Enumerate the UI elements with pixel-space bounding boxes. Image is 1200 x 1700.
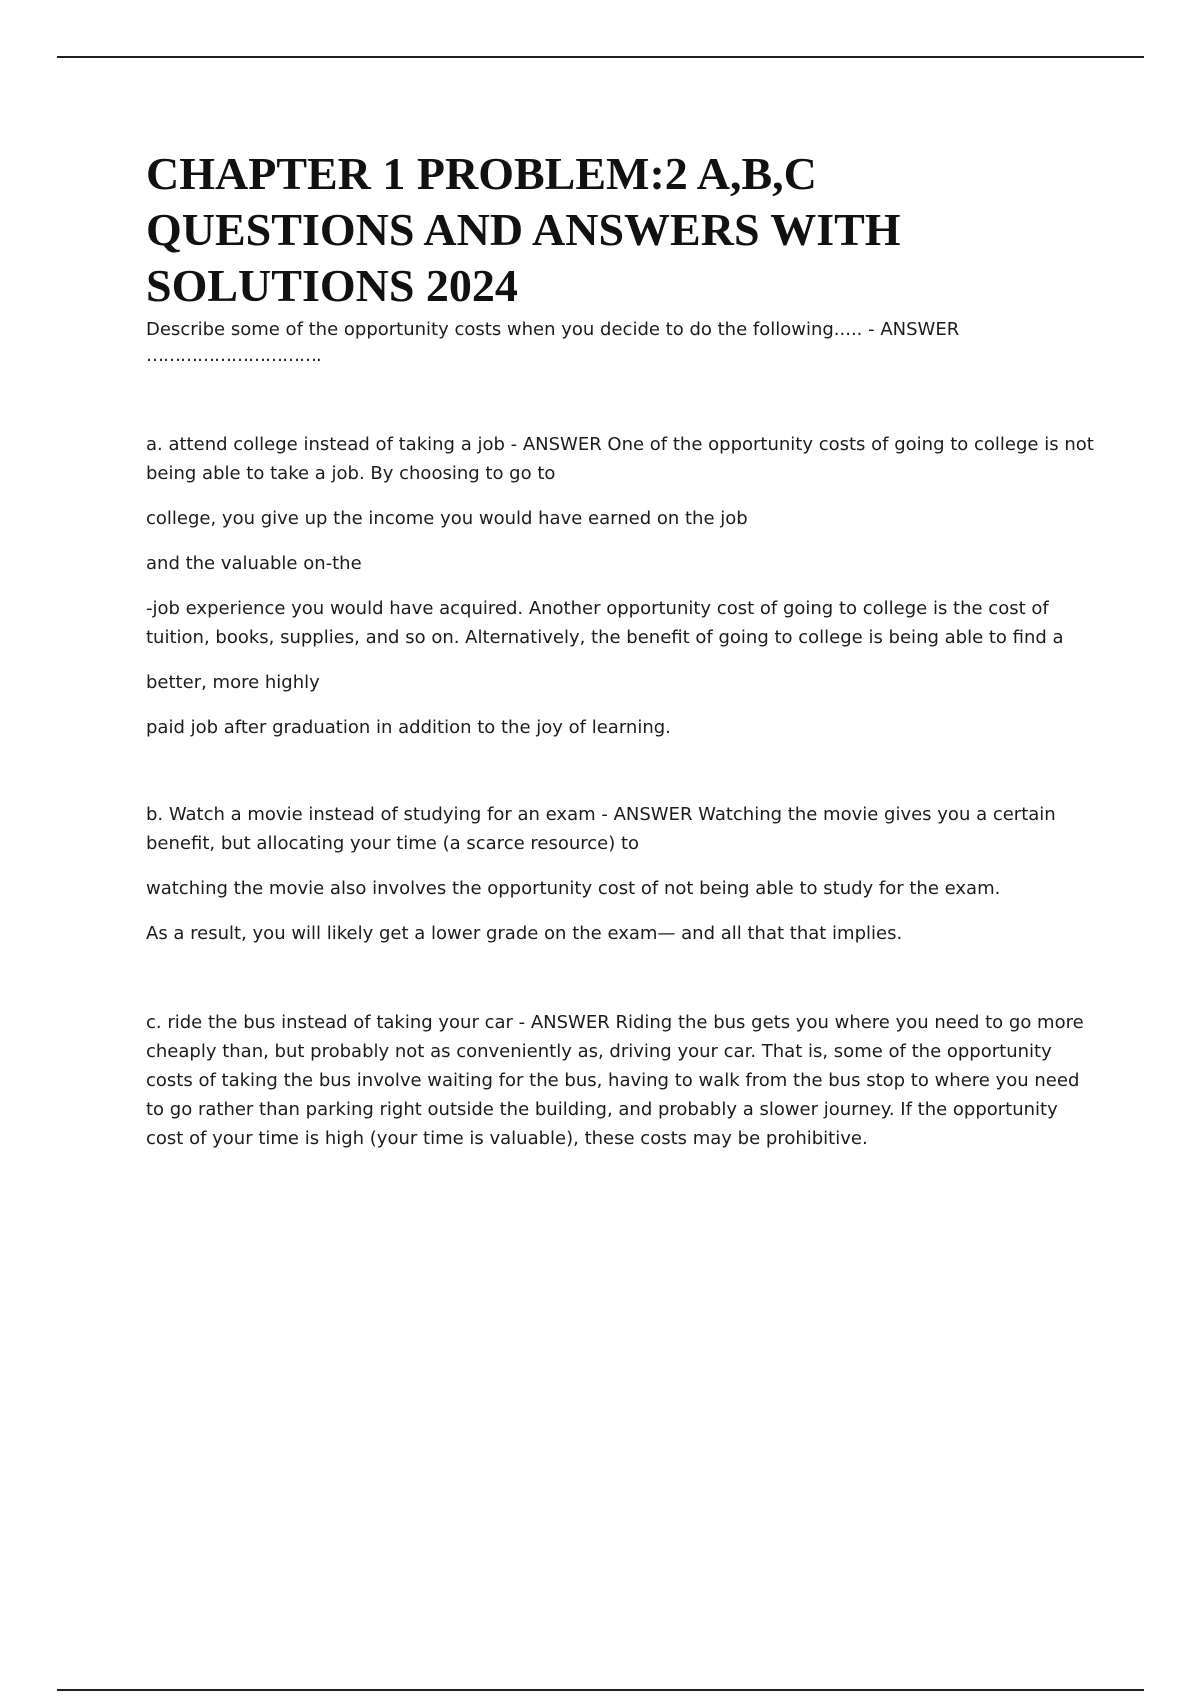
section-a-paragraph-4: -job experience you would have acquired. Another opportunity cost of going to college is the cost of tuition, books, supplies, and so on. Alternatively, the benefit of going to college is being able to find a <box>146 598 1064 648</box>
section-a-paragraph-5: better, more highly <box>146 672 320 693</box>
dotted-line: …………………………. <box>146 345 321 366</box>
section-b-paragraph-2: watching the movie also involves the opportunity cost of not being able to study for the exam. <box>146 878 1001 899</box>
section-a-paragraph-2: college, you give up the income you would have earned on the job <box>146 508 748 529</box>
document-page <box>146 146 1096 1153</box>
top-rule <box>57 56 1144 58</box>
section-a <box>146 430 1096 742</box>
document-title <box>146 146 1096 314</box>
section-a-paragraph-6: paid job after graduation in addition to the joy of learning. <box>146 717 671 738</box>
section-c-paragraph-1: c. ride the bus instead of taking your car - ANSWER Riding the bus gets you where you need to go more cheaply than, but probably not as conveniently as, driving your car. That is, some of the opportunity costs of taking the bus involve waiting for the bus, having to walk from the bus stop to where you need to go rather than parking right outside the building, and probably a slower journey. If the opportunity cost of your time is high (your time is valuable), these costs may be prohibitive. <box>146 1012 1084 1149</box>
bottom-rule <box>57 1689 1144 1691</box>
title-line-2: QUESTIONS AND ANSWERS WITH <box>146 204 901 255</box>
section-b-paragraph-3: As a result, you will likely get a lower grade on the exam— and all that that implies. <box>146 923 903 944</box>
section-a-paragraph-1: a. attend college instead of taking a job - ANSWER One of the opportunity costs of going to college is not being able to take a job. By choosing to go to <box>146 434 1094 484</box>
title-line-3: SOLUTIONS 2024 <box>146 260 518 311</box>
section-a-paragraph-3: and the valuable on-the <box>146 553 362 574</box>
question-intro: Describe some of the opportunity costs when you decide to do the following..... - ANSWER <box>146 319 960 340</box>
section-b-paragraph-1: b. Watch a movie instead of studying for an exam - ANSWER Watching the movie gives you a certain benefit, but allocating your time (a scarce resource) to <box>146 804 1056 854</box>
section-b <box>146 800 1096 948</box>
title-line-1: CHAPTER 1 PROBLEM:2 A,B,C <box>146 148 817 199</box>
section-c <box>146 1008 1096 1153</box>
